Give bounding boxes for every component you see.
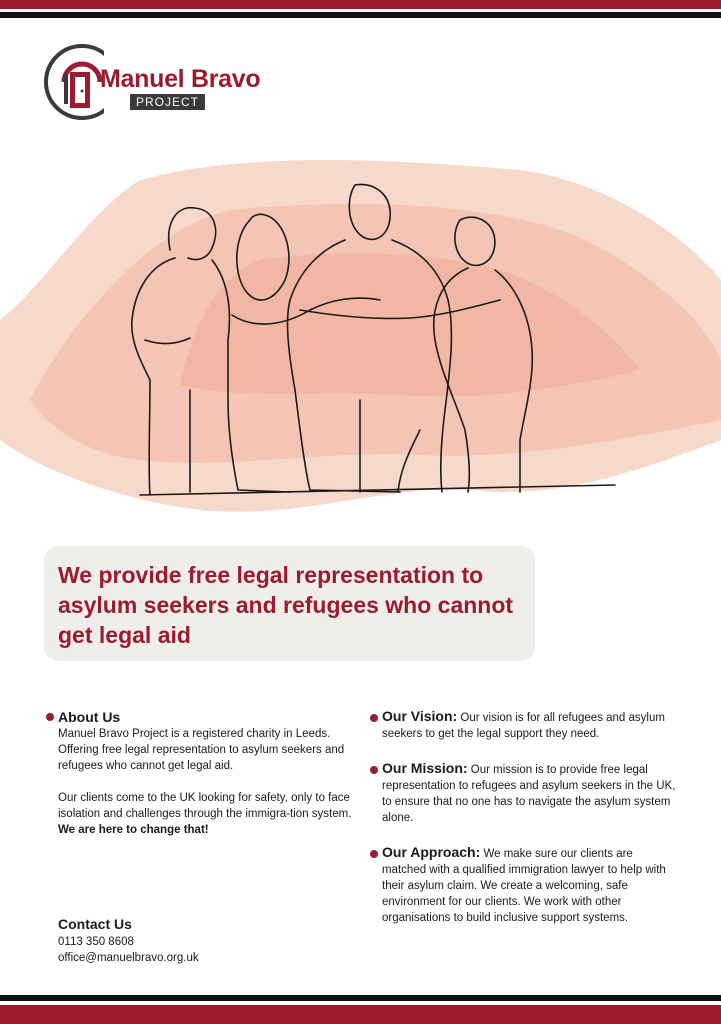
about-section — [46, 708, 356, 838]
bullet-dot-icon — [46, 713, 54, 721]
headline-panel — [44, 546, 535, 661]
about-heading — [46, 708, 356, 726]
logo-subtitle: PROJECT — [130, 94, 205, 110]
vision-text: Our vision is for all refugees and asylum seekers to get the legal support they need. — [382, 712, 665, 740]
bullet-dot-icon — [370, 714, 378, 722]
bottom-red-bar — [0, 1005, 721, 1024]
contact-phone[interactable]: 0113 350 8608 — [58, 936, 134, 948]
door-logo-icon — [44, 42, 104, 126]
approach-title: Our Approach: — [382, 844, 481, 860]
values-column — [370, 708, 680, 944]
vision-title: Our Vision: — [382, 708, 458, 724]
hero-illustration — [0, 140, 721, 520]
about-paragraph-2: Our clients come to the UK looking for safety, only to face isolation and challenges through the immigra-tion system. — [58, 792, 352, 820]
mission-title: Our Mission: — [382, 760, 468, 776]
mission-section — [370, 760, 680, 826]
bullet-dot-icon — [370, 850, 378, 858]
bullet-dot-icon — [370, 766, 378, 774]
about-title: About Us — [58, 709, 121, 725]
logo — [44, 42, 304, 126]
contact-heading: Contact Us — [58, 916, 132, 932]
headline: We provide free legal representation to asylum seekers and refugees who cannot get legal aid — [58, 562, 514, 648]
approach-section — [370, 844, 680, 926]
logo-title: Manuel Bravo — [100, 65, 261, 93]
approach-text: We make sure our clients are matched with a qualified immigration lawyer to help with their asylum claim. We create a welcoming, safe environment for our clients. We work with other organisations to build inclusive support systems. — [382, 848, 666, 924]
contact-section — [58, 916, 318, 966]
top-black-bar — [0, 12, 721, 18]
vision-section — [370, 708, 680, 742]
contact-email[interactable]: office@manuelbravo.org.uk — [58, 952, 199, 964]
bottom-black-bar — [0, 995, 721, 1001]
about-tagline: We are here to change that! — [58, 824, 209, 836]
mission-text: Our mission is to provide free legal representation to refugees and asylum seekers in the UK, to ensure that no one has to navigate the asylum system alone. — [382, 764, 676, 824]
about-paragraph-1: Manuel Bravo Project is a registered charity in Leeds. Offering free legal representation to asylum seekers and refugees who cannot get legal aid. — [58, 728, 345, 772]
top-red-bar — [0, 0, 721, 9]
